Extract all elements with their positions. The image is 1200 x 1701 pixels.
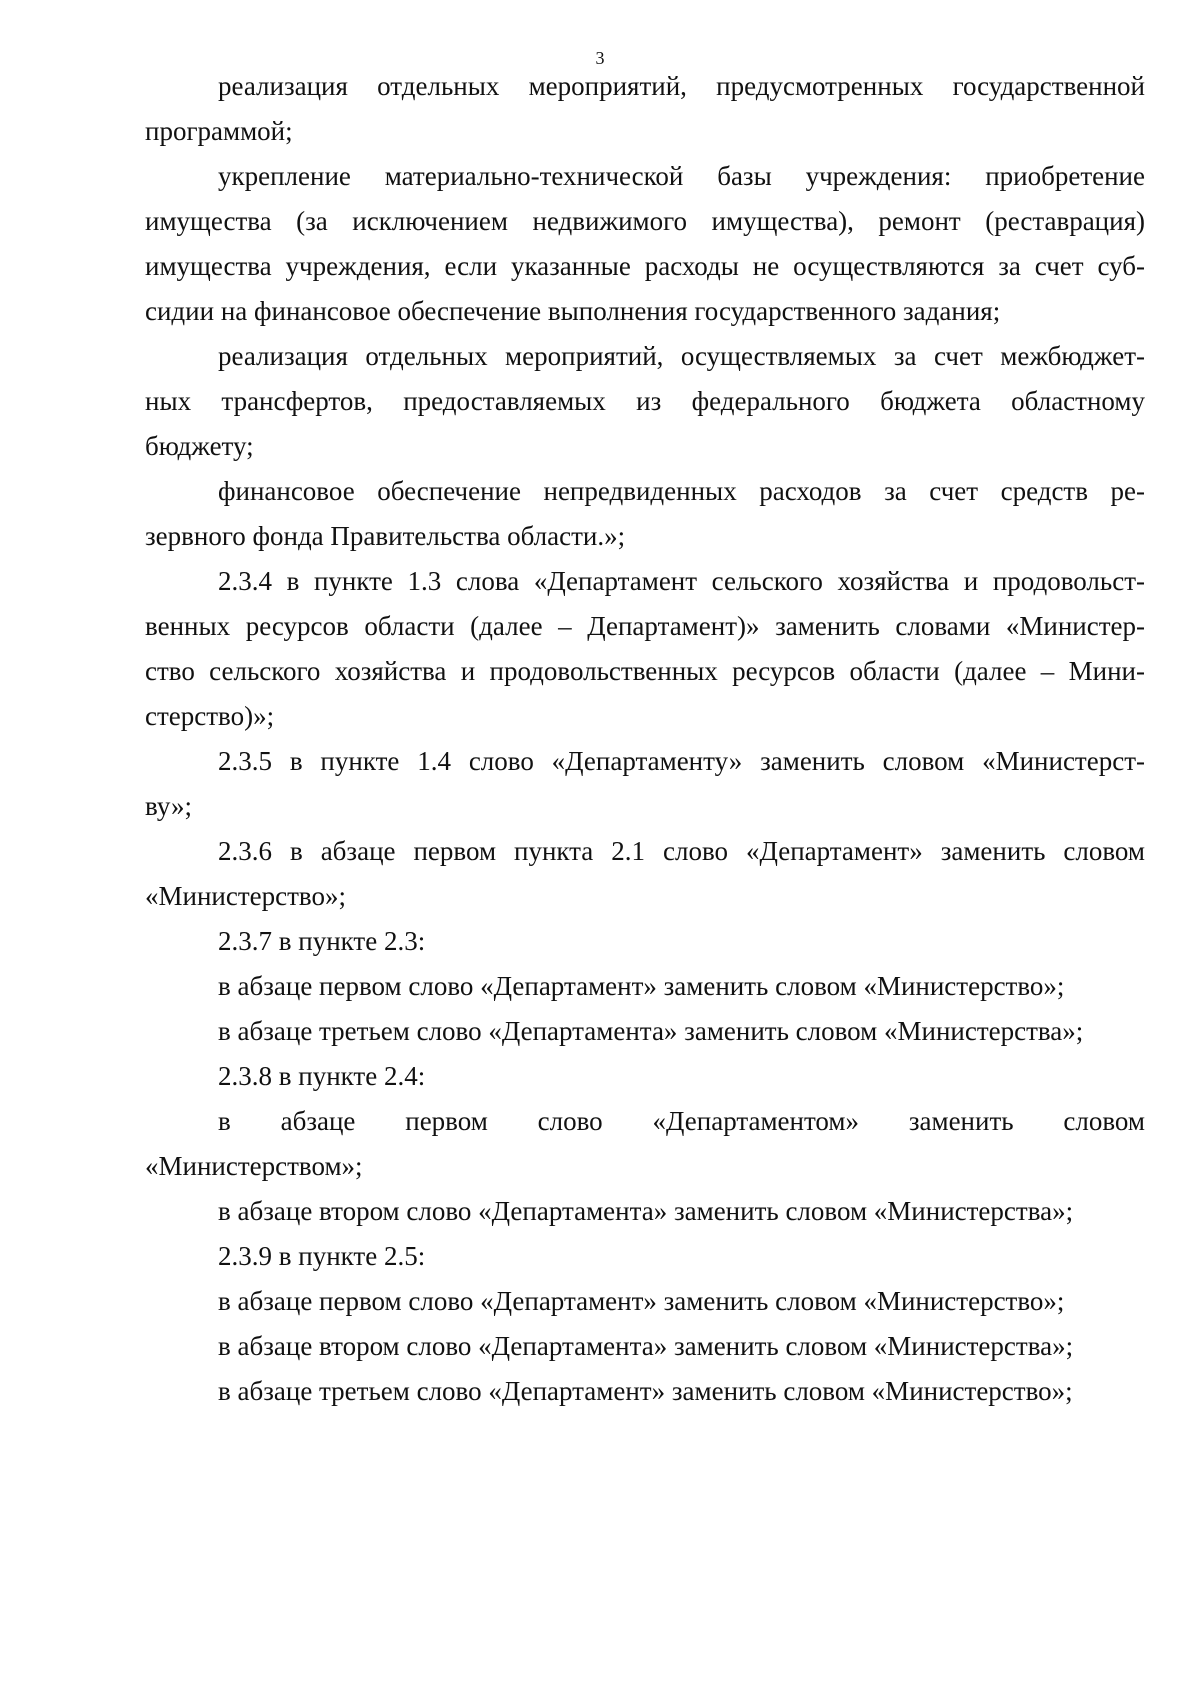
text-line: в абзаце втором слово «Департамента» заменить словом «Министерства»;: [218, 1196, 1074, 1226]
text-line: в абзаце первом слово «Департаментом» заменить словом: [218, 1106, 1145, 1136]
text-line: в абзаце первом слово «Департамент» заменить словом «Министерство»;: [218, 1286, 1065, 1316]
text-line: «Министерством»;: [145, 1151, 363, 1181]
text-line: реализация отдельных мероприятий, предусмотренных государственной: [218, 71, 1145, 101]
text-line: укрепление материально-технической базы учреждения: приобретение: [218, 161, 1145, 191]
text-line: программой;: [145, 116, 293, 146]
text-line: ных трансфертов, предоставляемых из федерального бюджета областному: [145, 386, 1145, 416]
text-line: 2.3.7 в пункте 2.3:: [218, 926, 426, 956]
text-line: «Министерство»;: [145, 881, 346, 911]
text-line: ство сельского хозяйства и продовольственных ресурсов области (далее – Мини-: [145, 656, 1145, 686]
text-line: стерство)»;: [145, 701, 275, 731]
text-line: ву»;: [145, 791, 192, 821]
text-line: зервного фонда Правительства области.»;: [145, 521, 626, 551]
text-line: реализация отдельных мероприятий, осуществляемых за счет межбюджет-: [218, 341, 1145, 371]
text-line: в абзаце первом слово «Департамент» заменить словом «Министерство»;: [218, 971, 1065, 1001]
text-line: 2.3.4 в пункте 1.3 слова «Департамент сельского хозяйства и продовольст-: [218, 566, 1145, 596]
text-line: в абзаце втором слово «Департамента» заменить словом «Министерства»;: [218, 1331, 1074, 1361]
text-line: венных ресурсов области (далее – Департамент)» заменить словами «Министер-: [145, 611, 1145, 641]
text-line: финансовое обеспечение непредвиденных расходов за счет средств ре-: [218, 476, 1145, 506]
text-line: 2.3.9 в пункте 2.5:: [218, 1241, 426, 1271]
text-line: имущества учреждения, если указанные расходы не осуществляются за счет суб-: [145, 251, 1145, 281]
text-line: в абзаце третьем слово «Департамента» заменить словом «Министерства»;: [218, 1016, 1084, 1046]
text-line: в абзаце третьем слово «Департамент» заменить словом «Министерство»;: [218, 1376, 1073, 1406]
text-line: имущества (за исключением недвижимого имущества), ремонт (реставрация): [145, 206, 1145, 236]
text-line: 2.3.6 в абзаце первом пункта 2.1 слово «Департамент» заменить словом: [218, 836, 1145, 866]
page-number: 3: [595, 48, 605, 68]
text-line: бюджету;: [145, 431, 254, 461]
text-line: 2.3.8 в пункте 2.4:: [218, 1061, 426, 1091]
text-line: сидии на финансовое обеспечение выполнения государственного задания;: [145, 296, 1001, 326]
text-line: 2.3.5 в пункте 1.4 слово «Департаменту» заменить словом «Министерст-: [218, 746, 1145, 776]
